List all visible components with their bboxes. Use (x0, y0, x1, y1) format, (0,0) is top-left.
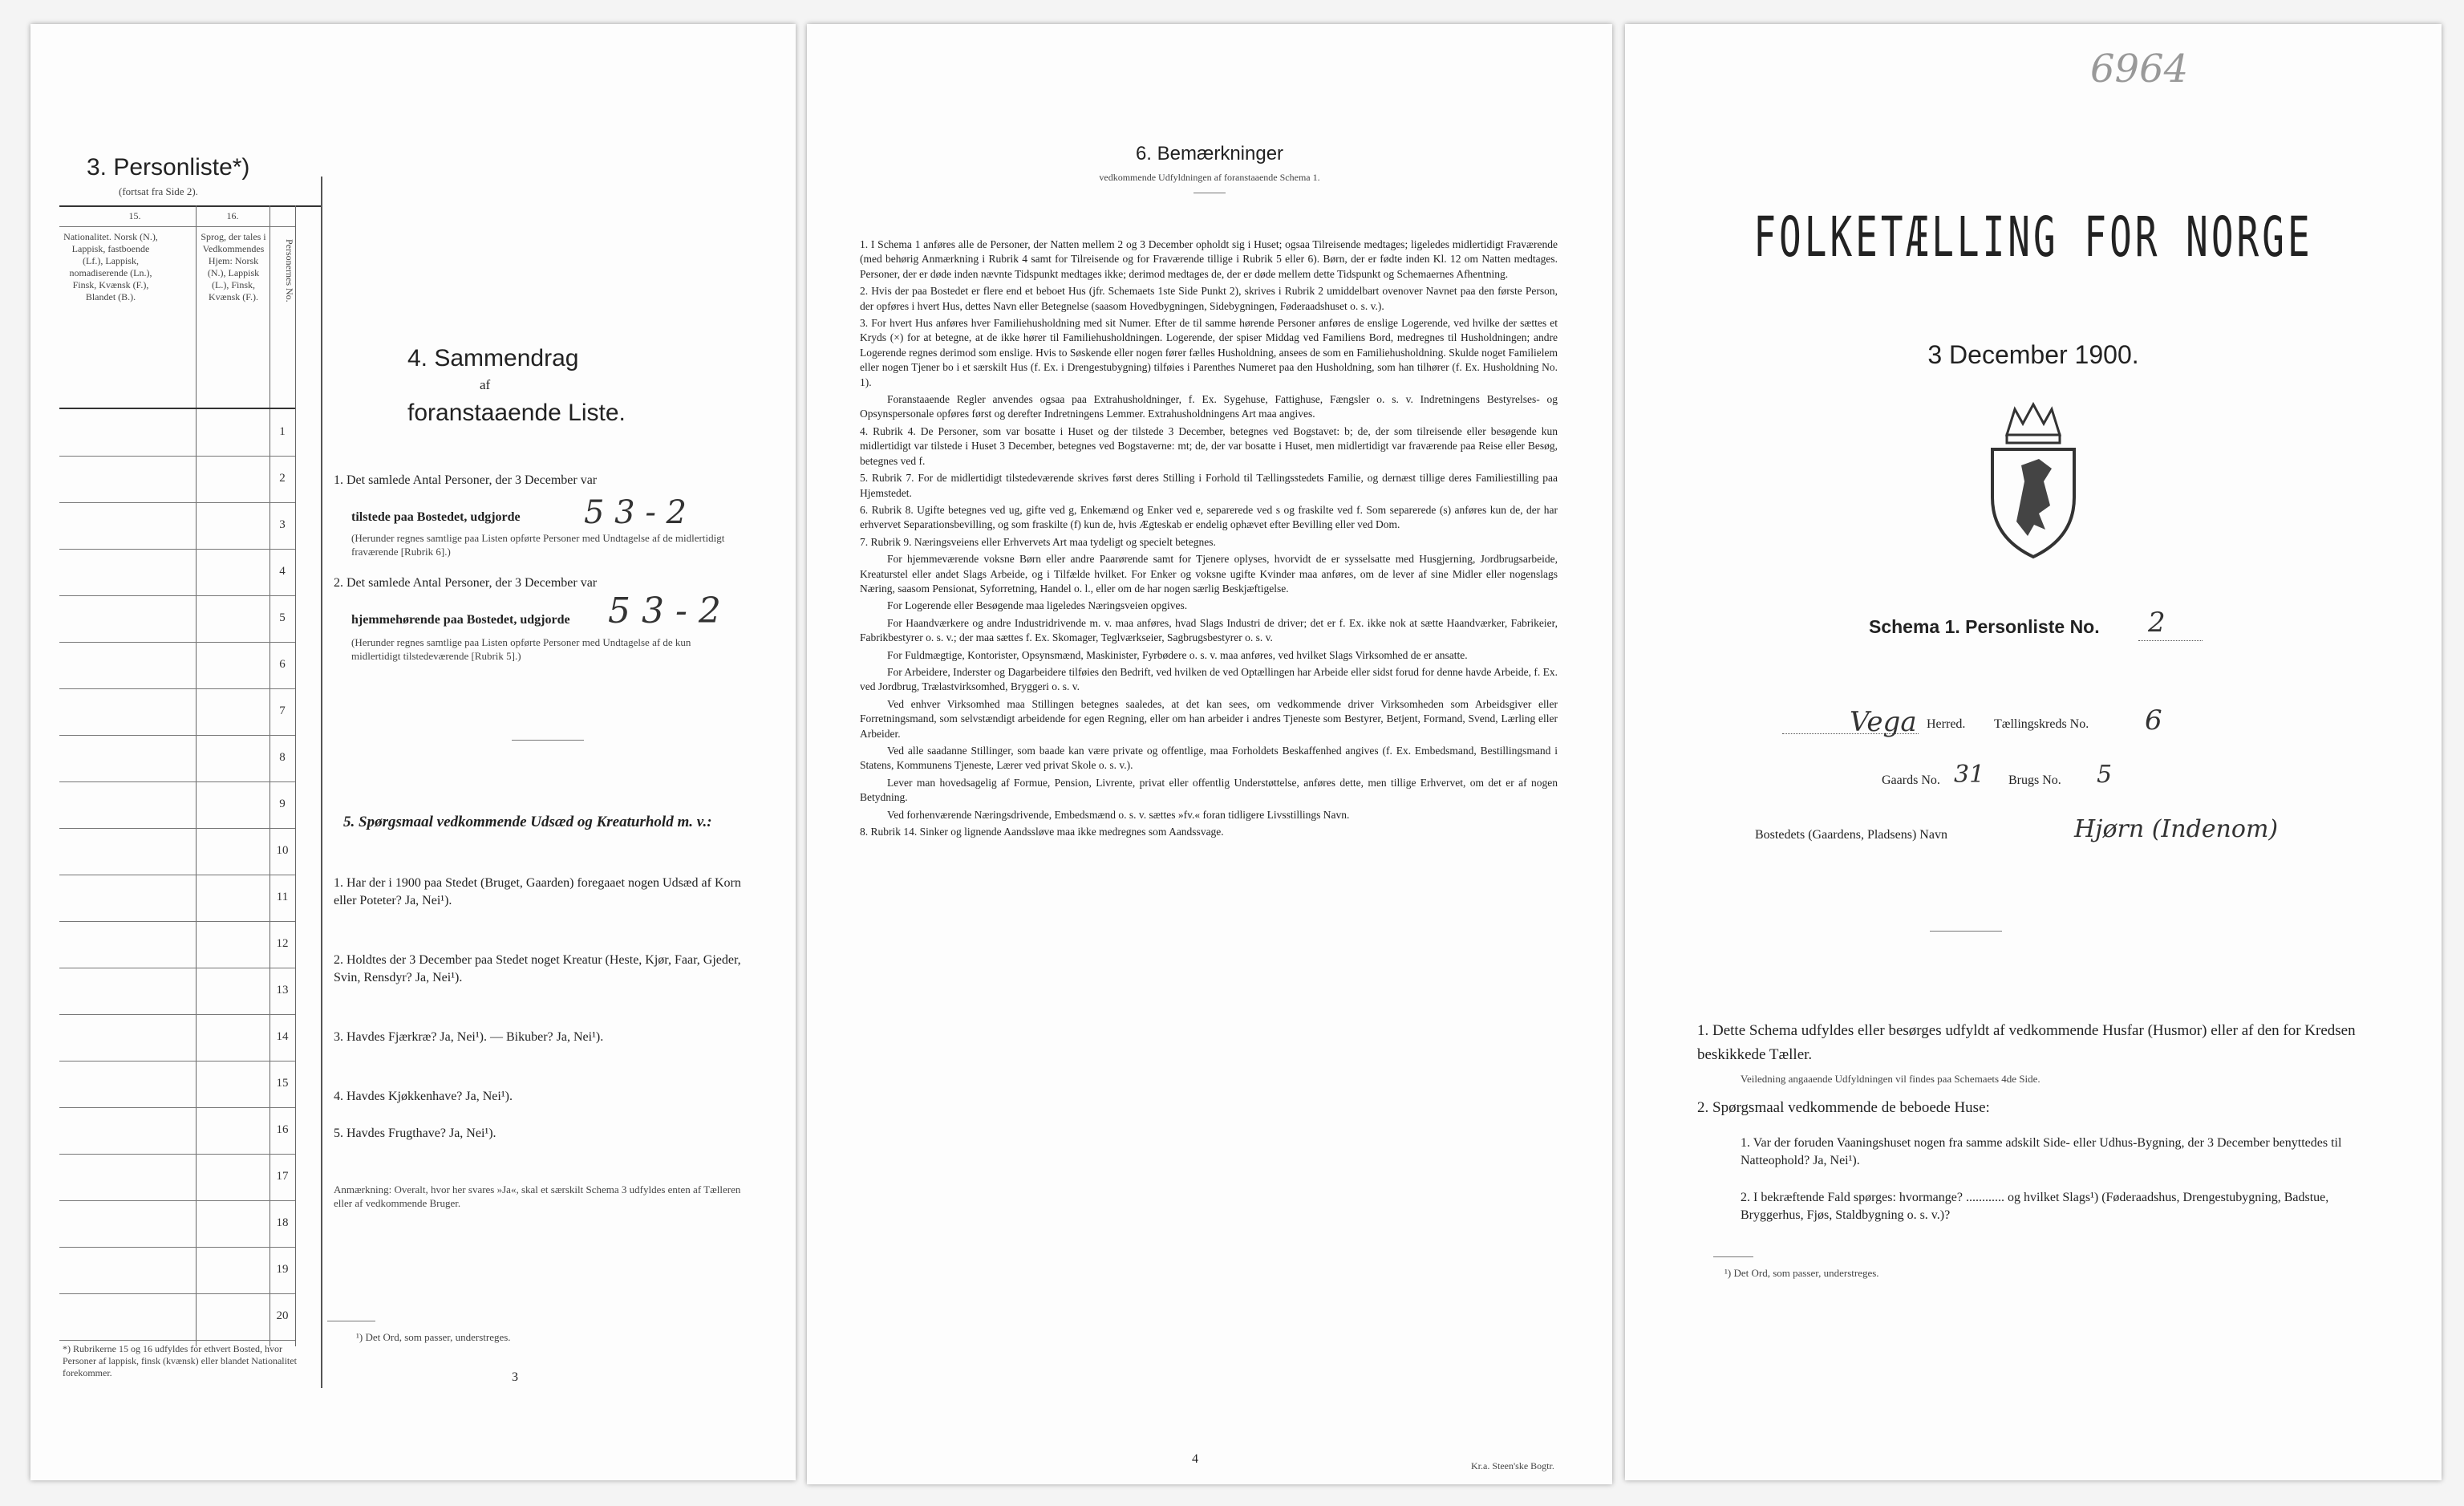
table-row (59, 1340, 295, 1341)
remark-paragraph: For Haandværkere og andre Industridrivende m. v. maa anføres, hvad Slags Industri de driver; det er f. Ex. ikke nok at sætte Haandværker, Fabrikeier, Fabrikbestyrer o. s. v.; der maa sættes f. Ex. Skomager, Teglværkseier, Sagbrugsbestyrer o. s. v. (860, 616, 1558, 644)
row-number: 5 (279, 611, 286, 624)
question-3: 3. Havdes Fjærkræ? Ja, Nei¹). — Bikuber? Ja, Nei¹). (334, 1030, 604, 1044)
col-divider (295, 205, 296, 1346)
remark-paragraph: Foranstaaende Regler anvendes ogsaa paa Extrahusholdninger, f. Ex. Sygehuse, Fattighuse, Fængsler o. s. v. Indretningens Bestyrelses- og Opsynspersonale opføres først og derefter Indretningens Lemmer. Extrahusholdningens Art maa angives. (860, 393, 1558, 420)
item1-text-b: tilstede paa Bostedet, udgjorde (351, 510, 521, 524)
kreds-value: 6 (2145, 704, 2162, 737)
norwegian-coat-of-arms-icon (1975, 401, 2092, 562)
remarks-body (860, 237, 1558, 842)
col16-header: Sprog, der tales i Vedkommendes Hjem: Norsk (N.), Lappisk (L.), Finsk, Kvænsk (F.). (201, 231, 266, 302)
separator-rule (512, 740, 584, 741)
remark-paragraph: 3. For hvert Hus anføres hver Familiehusholdning med sit Numer. Efter de til samme hørende Personer anføres de enslige Logerende, ved hvilke der sættes et Kryds (×) for at betegne, at de ikke hører til Familiehusholdningen. Logerende, der spiser Middag ved Familiens Bord, medregnes til Husholdningen; andre Logerende regnes derimod som enslige. Hvis to Søskende eller nogen fører fælles Husholdning, ansees de som en Familiehusholdning. Skulde noget Familielem eller nogen Tjener bo i et særskilt Hus (f. Ex. i Drengestubygning) tilføies i Parenthes Numeret paa den Husholdning, som han tilhører (f. Ex. Husholdning No. 1). (860, 317, 1558, 388)
bosted-value: Hjørn (Indenom) (2074, 815, 2279, 843)
col15-number: 15. (128, 210, 141, 221)
table-row (59, 595, 295, 596)
item2-text-b: hjemmehørende paa Bostedet, udgjorde (351, 613, 570, 627)
instruction-1 (1697, 1019, 2371, 1067)
remark-paragraph: For hjemmeværende voksne Børn eller andre Paarørende samt for Tjenere oplyses, hvorvidt de er sysselsatte med Husgjerning, Jordbrugsarbeide, Kreaturstel eller andet Slags Arbeide, og i Tilfælde hvilket. For Enker og voksne ugifte Kvinder maa anføres, om de lever af sine Midler eller nogenslags Næring, saasom Pensionat, Syforretning, Handel o. l., eller om de har nogen særlig Beskjæftigelse. (860, 553, 1558, 595)
header-rule (59, 226, 295, 227)
remark-paragraph: Ved alle saadanne Stillinger, som baade kan være private og offentlige, maa Forholdets Beskaffenhed angives (f. Ex. Embedsmand, Bestillingsmand i Statens, Kommunens Tjeneste, Lærer ved privat Skole o. s. v.). (860, 745, 1558, 772)
instruction-2-2: 2. I bekræftende Fald spørges: hvormange? ............ og hvilket Slags¹) (Føderaadshus, Drengestubygning, Badstue, Bryggerhus, Fjøs, Staldbygning o. s. v.)? (1741, 1191, 2329, 1222)
remark-paragraph: For Arbeidere, Inderster og Dagarbeidere tilføies den Bedrift, ved hvilken de ved Optællingen har Arbeide eller sidst forud for denne havde Arbeide, f. Ex. ved Jordbrug, Trælastvirksomhed, Bryggeri o. s. v. (860, 665, 1558, 693)
row-number: 15 (276, 1077, 289, 1090)
table-row (59, 1107, 295, 1108)
col15-header: Nationalitet. Norsk (N.), Lappisk, fastboende (Lf.), Lappisk, nomadiserende (Ln.), Finsk, Kvænsk (F.), Blandet (B.). (63, 231, 158, 302)
page-number: 3 (512, 1370, 518, 1384)
row-number: 19 (276, 1263, 289, 1276)
table-row (59, 735, 295, 736)
page-rule (321, 177, 322, 1388)
schema-value: 2 (2148, 607, 2166, 639)
row-number: 8 (279, 751, 286, 764)
instruction-2-1: 1. Var der foruden Vaaningshuset nogen fra samme adskilt Side- eller Udhus-Bygning, der 3 December benyttedes til Natteophold? Ja, Nei¹). (1741, 1136, 2342, 1167)
item1-note: (Herunder regnes samtlige paa Listen opførte Personer med Undtagelse af de midlertidigt fraværende [Rubrik 6].) (351, 532, 725, 558)
question-1: 1. Har der i 1900 paa Stedet (Bruget, Gaarden) foregaaet nogen Udsæd af Korn eller Poteter? Ja, Nei¹). (334, 876, 741, 907)
row-number: 14 (276, 1030, 289, 1043)
instruction-2: 2. Spørgsmaal vedkommende de beboede Huse: (1697, 1099, 1990, 1116)
instruction-1-note: Veiledning angaaende Udfyldningen vil findes paa Schemaets 4de Side. (1741, 1073, 2040, 1085)
row-number: 9 (279, 798, 286, 810)
table-row (59, 456, 295, 457)
row-number: 20 (276, 1309, 289, 1322)
remark-paragraph: Lever man hovedsagelig af Formue, Pension, Livrente, privat eller offentlig Understøttelse, anføres dette, men tillige Erhvervet, om det er af nogen Betydning. (860, 776, 1558, 804)
remark-paragraph: For Fuldmægtige, Kontorister, Opsynsmænd, Maskinister, Fyrbødere o. s. v. maa anføres, ved hvilket Slags Virksomhed de er ansatte. (887, 648, 1468, 661)
separator-rule (1930, 931, 2002, 932)
remark-paragraph: 6. Rubrik 8. Ugifte betegnes ved ug, gifte ved g, Enkemænd og Enker ved e, separerede ved s og fraskilte ved f. Som separerede (s) anføres kun de, der har erhvervet Separationsbevilling, og som fraskilte (f) kun de, hvis Ægteskab er endelig ophævet efter Bevilling eller ved Dom. (860, 503, 1558, 531)
question-2: 2. Holdtes der 3 December paa Stedet noget Kreatur (Heste, Kjør, Faar, Gjeder, Svin, Rensdyr? Ja, Nei¹). (334, 953, 741, 984)
item2-value: 5 3 - 2 (608, 591, 721, 631)
summary-of: af (480, 377, 491, 392)
row-number: 18 (276, 1216, 289, 1229)
census-date: 3 December 1900. (1927, 340, 2139, 369)
instruction-1-text: 1. Dette Schema udfyldes eller besørges udfyldt af vedkommende Husfar (Husmor) eller af den for Kredsen beskikkede Tæller. (1697, 1022, 2356, 1063)
col-personnr-header: Personernes No. (284, 239, 295, 302)
row-number: 4 (279, 565, 286, 578)
row-number: 10 (276, 844, 289, 857)
remark-paragraph: 8. Rubrik 14. Sinker og lignende Aandssløve maa ikke medregnes som Aandssvage. (860, 826, 1224, 838)
row-number: 6 (279, 658, 286, 671)
remarks-subtitle: vedkommende Udfyldningen af foranstaaende Schema 1. (1099, 172, 1320, 183)
row-number: 16 (276, 1123, 289, 1136)
bosted-label: Bostedets (Gaardens, Pladsens) Navn (1755, 828, 1947, 842)
item1-text-a: 1. Det samlede Antal Personer, der 3 December var (334, 473, 598, 487)
foot-note: ¹) Det Ord, som passer, understreges. (356, 1331, 511, 1343)
row-number: 11 (276, 891, 289, 903)
table-row (59, 828, 295, 829)
remark-paragraph: 2. Hvis der paa Bostedet er flere end et beboet Hus (jfr. Schemaets 1ste Side Punkt 2), skrives i Rubrik 2 umiddelbart ovenover Navnet paa den første Person, der opføres i hvert Hus, dettes Navn eller Betegnelse (saasom Hovedbygningen, Sidebygningen, Føderaadshuset o. s. v.). (860, 285, 1558, 312)
summary-title: 4. Sammendrag (407, 345, 579, 371)
table-row (59, 1014, 295, 1015)
remark-paragraph: Ved enhver Virksomhed maa Stillingen betegnes saaledes, at det kan sees, om vedkommende driver Virksomheden som Arbeidsgiver eller Forretningsmand, som selvstændigt arbeidende for egen Regning, eller om han arbeider i andres Tjeneste som Bestyrer, Betjent, Formand, Svend, Lærling eller Arbeider. (860, 697, 1558, 740)
herred-value: Vega (1850, 706, 1917, 738)
item1-value: 5 3 - 2 (584, 494, 687, 531)
table-row (59, 1200, 295, 1201)
header-bottom-rule (59, 408, 295, 409)
table-row (59, 1154, 295, 1155)
herred-label: Herred. (1927, 717, 1966, 731)
table-row (59, 781, 295, 782)
middle-page (807, 24, 1612, 1484)
right-page (1625, 24, 2442, 1480)
left-page (30, 24, 796, 1480)
summary-subtitle: foranstaaende Liste. (407, 400, 626, 426)
brugs-label: Brugs No. (2008, 773, 2061, 787)
question-4: 4. Havdes Kjøkkenhave? Ja, Nei¹). (334, 1090, 513, 1103)
table-row (59, 1247, 295, 1248)
remark-paragraph: 7. Rubrik 9. Næringsveiens eller Erhvervets Art maa tydeligt og specielt betegnes. (860, 535, 1216, 548)
page-number: 4 (1192, 1452, 1198, 1466)
brugs-value: 5 (2097, 761, 2113, 789)
table-footnote: *) Rubrikerne 15 og 16 udfyldes for ethvert Bosted, hvor Personer af lappisk, finsk (kvænsk) eller blandet Nationalitet forekommer. (63, 1343, 297, 1378)
table-row (59, 1061, 295, 1062)
gaards-value: 31 (1954, 761, 1985, 789)
census-title: FOLKETÆLLING FOR NORGE (1753, 204, 2313, 270)
remark-paragraph: 5. Rubrik 7. For de midlertidigt tilstedeværende skrives først deres Stilling i Forhold til Tællingsstedets Familie, og dernæst tillige deres Familiestilling paa Hjemstedet. (860, 472, 1558, 499)
q5-title: 5. Spørgsmaal vedkommende Udsæd og Kreaturhold m. v.: (343, 814, 712, 830)
table-row (59, 549, 295, 550)
foot-note: ¹) Det Ord, som passer, understreges. (1724, 1267, 1879, 1279)
table-row (59, 921, 295, 922)
printer-mark: Kr.a. Steen'ske Bogtr. (1471, 1460, 1554, 1471)
row-number: 2 (279, 472, 286, 485)
remark-paragraph: 1. I Schema 1 anføres alle de Personer, der Natten mellem 2 og 3 December opholdt sig i Huset; ogsaa Tilreisende medtages; ligeledes midlertidigt Fraværende (med behørig Anmærkning i Rubrik 4 samt for Tilreisende og for Fraværende tillige i Rubrik 5 eller 6). Børn, der er fødte inden Kl. 12 om Natten medtages. Personer, der er døde inden nævnte Tidspunkt medtages ikke; derimod medtages de, der er døde mellem dette Tidspunkt og Schemaernes Afhentning. (860, 238, 1558, 280)
row-number: 3 (279, 518, 286, 531)
archive-number: 6964 (2090, 47, 2189, 91)
remarks-title: 6. Bemærkninger (1135, 143, 1284, 164)
item2-note: (Herunder regnes samtlige paa Listen opførte Personer med Undtagelse af de kun midlertidigt tilstedeværende [Rubrik 5].) (351, 636, 691, 662)
remark-paragraph: 4. Rubrik 4. De Personer, som var bosatte i Huset og der tilstede 3 December, betegnes ved Bogstavet: b; de, der som tilreisende eller besøgende kun midlertidigt var tilstede i Huset 3 December, betegnes ved Bogstaverne: mt; de, der var bosatte i Huset, men midlertidigt var fraværende paa Reise eller Besøg, betegnes ved f. (860, 424, 1558, 467)
question-5: 5. Havdes Frugthave? Ja, Nei¹). (334, 1126, 496, 1140)
remark-paragraph: Ved forhenværende Næringsdrivende, Embedsmænd o. s. v. sættes »fv.« foran tidligere Livsstillings Navn. (887, 808, 1350, 821)
dotted-rule (2138, 640, 2203, 642)
schema-label: Schema 1. Personliste No. (1869, 616, 2100, 637)
row-number: 13 (276, 984, 289, 997)
footnote-rule (1713, 1256, 1753, 1257)
row-number: 12 (276, 937, 289, 950)
gaards-label: Gaards No. (1882, 773, 1940, 787)
table-row (59, 502, 295, 503)
row-number: 17 (276, 1170, 289, 1183)
table-top-rule (59, 205, 321, 207)
personliste-title: 3. Personliste*) (87, 154, 250, 181)
personliste-subtitle: (fortsat fra Side 2). (119, 185, 198, 197)
item2-text-a: 2. Det samlede Antal Personer, der 3 December var (334, 576, 598, 590)
table-row (59, 642, 295, 643)
remark-paragraph: For Logerende eller Besøgende maa ligeledes Næringsveien opgives. (887, 599, 1188, 612)
table-row (59, 688, 295, 689)
row-number: 7 (279, 704, 286, 717)
kreds-label: Tællingskreds No. (1994, 717, 2089, 731)
remark: Anmærkning: Overalt, hvor her svares »Ja«, skal et særskilt Schema 3 udfyldes enten af Tælleren eller af vedkommende Bruger. (334, 1183, 741, 1209)
row-number: 1 (279, 425, 286, 438)
table-row (59, 1293, 295, 1294)
col16-number: 16. (226, 210, 239, 221)
col-divider (196, 205, 197, 1346)
